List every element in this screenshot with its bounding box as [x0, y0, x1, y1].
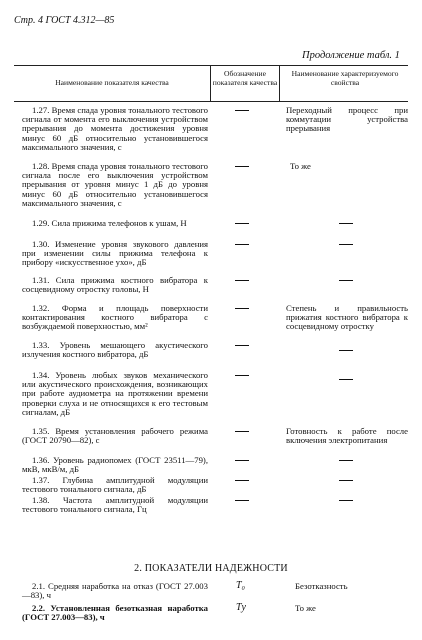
- row-property-dash: [339, 480, 353, 481]
- column-header-name: Наименование показателя качества: [55, 78, 169, 87]
- column-header-symbol: Обозначение показателя качества: [212, 69, 278, 87]
- row-property-dash: [339, 379, 353, 380]
- row-symbol: Tу: [236, 602, 246, 613]
- row-name: 2.1. Средняя наработка на отказ (ГОСТ 27.003—83), ч: [22, 581, 208, 601]
- row-name: 1.30. Изменение уровня звукового давления при изменении силы прижима телефона к прибору «искусственное ухо», дБ: [22, 239, 208, 268]
- row-name: 1.37. Глубина амплитудной модуляции тестового тонального сигнала, дБ: [22, 475, 208, 495]
- row-symbol-dash: [235, 345, 249, 346]
- row-symbol-dash: [235, 244, 249, 245]
- column-divider-2: [279, 65, 280, 101]
- row-symbol-dash: [235, 500, 249, 501]
- row-property-dash: [339, 500, 353, 501]
- row-name: 1.33. Уровень мешающего акустического излучения костного вибратора, дБ: [22, 340, 208, 360]
- column-header-property: Наименование характеризуемого свойства: [291, 69, 399, 87]
- row-property: Безотказность: [295, 581, 348, 591]
- row-property: Степень и правильность прижатия костного вибратора к сосцевидному отростку: [286, 303, 408, 332]
- page-header: Стр. 4 ГОСТ 4.312—85: [14, 15, 115, 26]
- row-name: 1.32. Форма и площадь поверхности контактирования костного вибратора с возбуждаемой поверхностью, мм²: [22, 303, 208, 332]
- row-property: То же: [295, 603, 316, 613]
- row-symbol-dash: [235, 460, 249, 461]
- row-symbol-dash: [235, 308, 249, 309]
- row-property: То же: [290, 161, 311, 171]
- column-divider-1: [210, 65, 211, 101]
- row-symbol-dash: [235, 431, 249, 432]
- row-symbol-dash: [235, 280, 249, 281]
- row-name: 1.38. Частота амплитудной модуляции тестового тонального сигнала, Гц: [22, 495, 208, 515]
- table-top-rule: [14, 65, 408, 66]
- row-name: 1.27. Время спада уровня тонального тестового сигнала от момента его выключения устройством прерывания до момента достижения уровня минус 60 дБ относительно установившегося максимального значения, с: [22, 105, 208, 152]
- section-title: 2. ПОКАЗАТЕЛИ НАДЕЖНОСТИ: [134, 563, 288, 574]
- row-property-dash: [339, 280, 353, 281]
- row-property-dash: [339, 350, 353, 351]
- row-name: 1.36. Уровень радиопомех (ГОСТ 23511—79), мкВ, мкВ/м, дБ: [22, 455, 208, 475]
- row-symbol-dash: [235, 110, 249, 111]
- row-symbol: T₀: [236, 580, 246, 591]
- row-symbol-dash: [235, 166, 249, 167]
- row-name: 1.34. Уровень любых звуков механического или акустического происхождения, возникающих при работе аудиометра на протяжении времени проверки слуха и не относящихся к его тестовым сигналам, дБ: [22, 370, 208, 417]
- row-property-dash: [339, 223, 353, 224]
- row-symbol-dash: [235, 223, 249, 224]
- row-name: 2.2. Установленная безотказная наработка (ГОСТ 27.003—83), ч: [22, 603, 208, 623]
- row-name: 1.29. Сила прижима телефонов к ушам, Н: [32, 218, 187, 228]
- row-name: 1.28. Время спада уровня тонального тестового сигнала после его выключения устройством прерывания от уровня минус 1 дБ до уровня минус 60 дБ относительно установившегося максимального значения, с: [22, 161, 208, 208]
- row-name: 1.31. Сила прижима костного вибратора к сосцевидному отростку головы, Н: [22, 275, 208, 295]
- row-property-dash: [339, 460, 353, 461]
- row-property-dash: [339, 244, 353, 245]
- table-continuation-label: Продолжение табл. 1: [302, 50, 400, 61]
- row-property: Готовность к работе после включения электропитания: [286, 426, 408, 446]
- row-symbol-dash: [235, 480, 249, 481]
- row-name: 1.35. Время установления рабочего режима (ГОСТ 20790—82), с: [22, 426, 208, 446]
- table-header-rule: [14, 101, 408, 102]
- row-symbol-dash: [235, 375, 249, 376]
- row-property: Переходный процесс при коммутации устройства прерывания: [286, 105, 408, 134]
